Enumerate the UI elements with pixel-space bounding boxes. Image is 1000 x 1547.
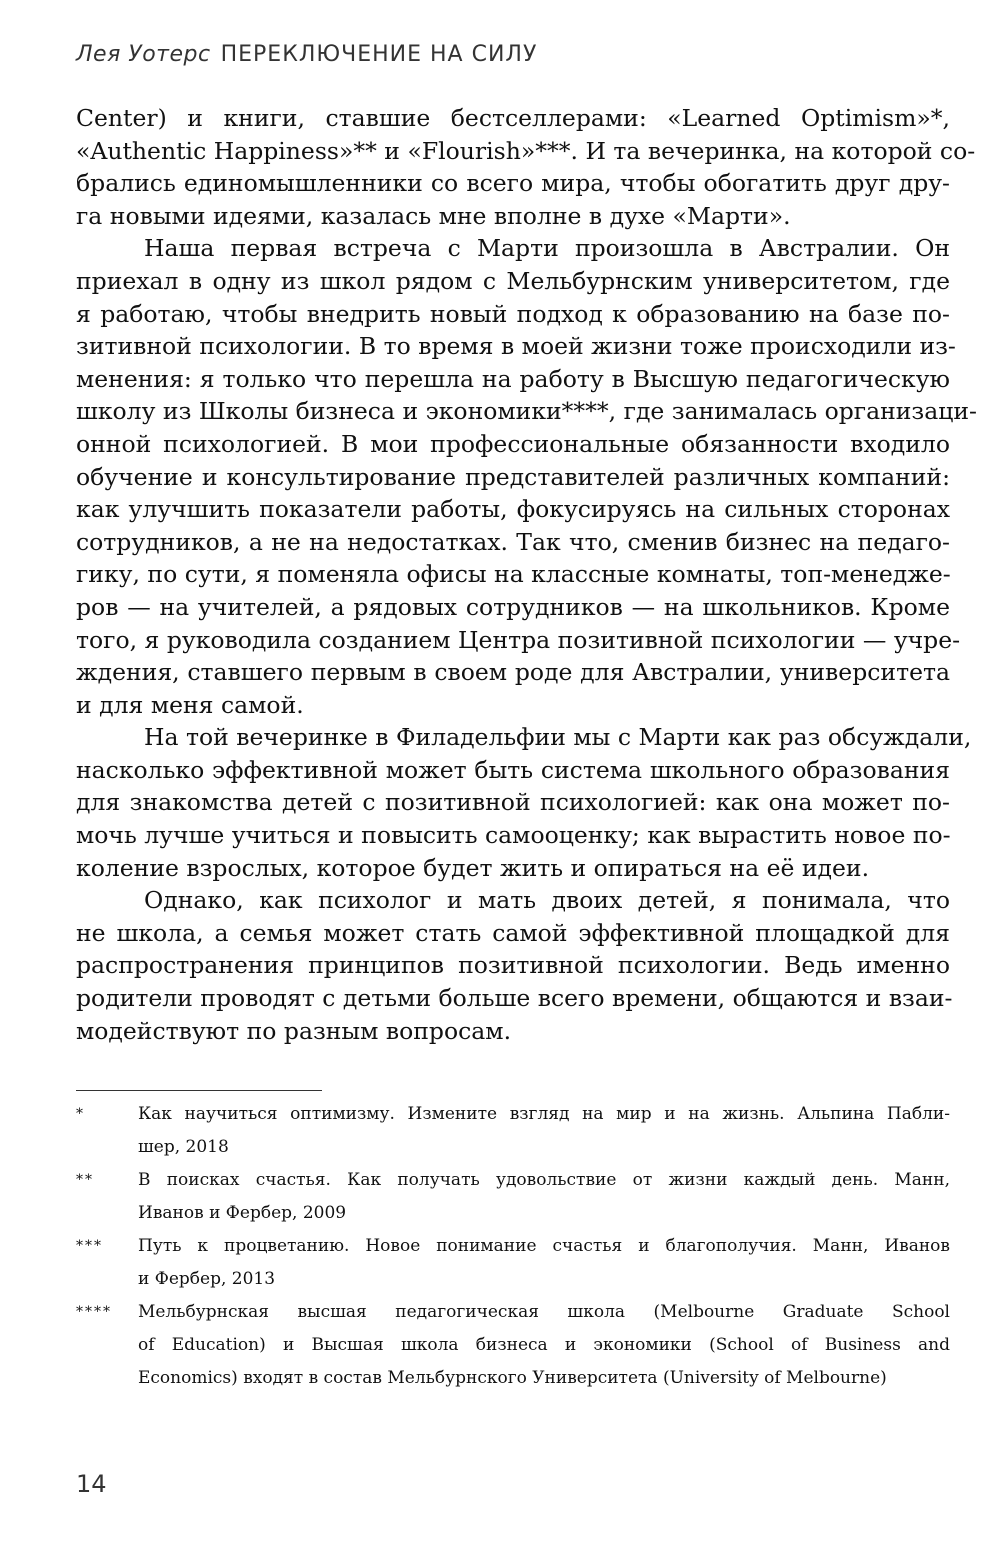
footnote [76, 1296, 950, 1395]
text-line: распространения принципов позитивной психологии. Ведь именно [76, 951, 950, 980]
text-line: не школа, а семья может стать самой эффективной площадкой для [76, 918, 950, 947]
paragraph [76, 102, 976, 232]
text-line: мочь лучше учиться и повысить самооценку; как вырастить новое по- [76, 821, 951, 850]
footnote-line: Иванов и Фербер, 2009 [138, 1203, 347, 1223]
footnote-line: Как научиться оптимизму. Измените взгляд на мир и на жизнь. Альпина Пабли- [138, 1104, 950, 1124]
text-line: я работаю, чтобы внедрить новый подход к образованию на базе по- [76, 299, 950, 328]
footnotes [76, 1098, 950, 1395]
paragraph [76, 232, 977, 721]
footnote-marker: ** [76, 1172, 94, 1188]
footnote-marker: * [76, 1106, 85, 1122]
footnote-line: В поисках счастья. Как получать удовольствие от жизни каждый день. Манн, [138, 1170, 950, 1190]
footnote-marker: *** [76, 1238, 103, 1254]
footnote-line: Мельбурнская высшая педагогическая школа (Melbourne Graduate School [138, 1302, 950, 1322]
footnote-line: of Education) и Высшая школа бизнеса и экономики (School of Business and [138, 1335, 950, 1355]
header-author: Лея Уотерс [76, 42, 211, 67]
text-line: как улучшить показатели работы, фокусируясь на сильных сторонах [76, 495, 950, 524]
main-text [76, 102, 977, 1047]
text-line: родители проводят с детьми больше всего времени, общаются и взаи- [76, 984, 953, 1013]
footnote [76, 1230, 950, 1296]
text-line: того, я руководила созданием Центра позитивной психологии — учре- [76, 625, 961, 654]
text-line: На той вечеринке в Филадельфии мы с Марти как раз обсуждали, [144, 723, 972, 752]
text-line: для знакомства детей с позитивной психологией: как она может по- [76, 788, 950, 817]
text-line: коление взрослых, которое будет жить и опираться на её идеи. [76, 853, 870, 882]
text-line: «Authentic Happiness»** и «Flourish»***. И та вечеринка, на которой со- [76, 136, 976, 165]
text-line: онной психологией. В мои профессиональные обязанности входило [76, 429, 950, 458]
text-line: га новыми идеями, казалась мне вполне в духе «Марти». [76, 201, 791, 230]
footnote-line: и Фербер, 2013 [138, 1269, 276, 1289]
text-line: ров — на учителей, а рядовых сотрудников — на школьников. Кроме [76, 592, 950, 621]
footnote-line: Путь к процветанию. Новое понимание счастья и благополучия. Манн, Иванов [138, 1236, 950, 1256]
text-line: брались единомышленники со всего мира, чтобы обогатить друг дру- [76, 169, 950, 198]
text-line: ждения, ставшего первым в своем роде для Австралии, университета [76, 658, 950, 687]
footnote-marker: **** [76, 1304, 112, 1320]
text-line: Наша первая встреча с Марти произошла в Австралии. Он [144, 234, 950, 263]
footnote-line: Economics) входят в состав Мельбурнского Университета (University of Melbourne) [138, 1368, 887, 1388]
paragraph [76, 884, 953, 1047]
text-line: школу из Школы бизнеса и экономики****, где занималась организаци- [76, 397, 977, 426]
footnote-divider [76, 1090, 322, 1091]
running-header [76, 42, 537, 67]
text-line: насколько эффективной может быть система школьного образования [76, 755, 950, 784]
text-line: менения: я только что перешла на работу в Высшую педагогическую [76, 364, 950, 393]
text-line: обучение и консультирование представителей различных компаний: [76, 462, 950, 491]
text-line: Однако, как психолог и мать двоих детей, я понимала, что [144, 886, 950, 915]
paragraph [76, 721, 972, 884]
page-number: 14 [76, 1470, 107, 1498]
text-line: приехал в одну из школ рядом с Мельбурнским университетом, где [76, 266, 950, 295]
text-line: Center) и книги, ставшие бестселлерами: «Learned Optimism»*, [76, 104, 950, 132]
text-line: сотрудников, а не на недостатках. Так что, сменив бизнес на педаго- [76, 527, 950, 556]
text-line: и для меня самой. [76, 690, 304, 719]
text-line: модействуют по разным вопросам. [76, 1016, 512, 1045]
header-book-title: ПЕРЕКЛЮЧЕНИЕ НА СИЛУ [220, 42, 538, 67]
footnote [76, 1164, 950, 1230]
footnote [76, 1098, 950, 1164]
text-line: гику, по сути, я поменяла офисы на классные комнаты, топ-менедже- [76, 560, 951, 589]
text-line: зитивной психологии. В то время в моей жизни тоже происходили из- [76, 332, 956, 361]
footnote-line: шер, 2018 [138, 1137, 229, 1157]
